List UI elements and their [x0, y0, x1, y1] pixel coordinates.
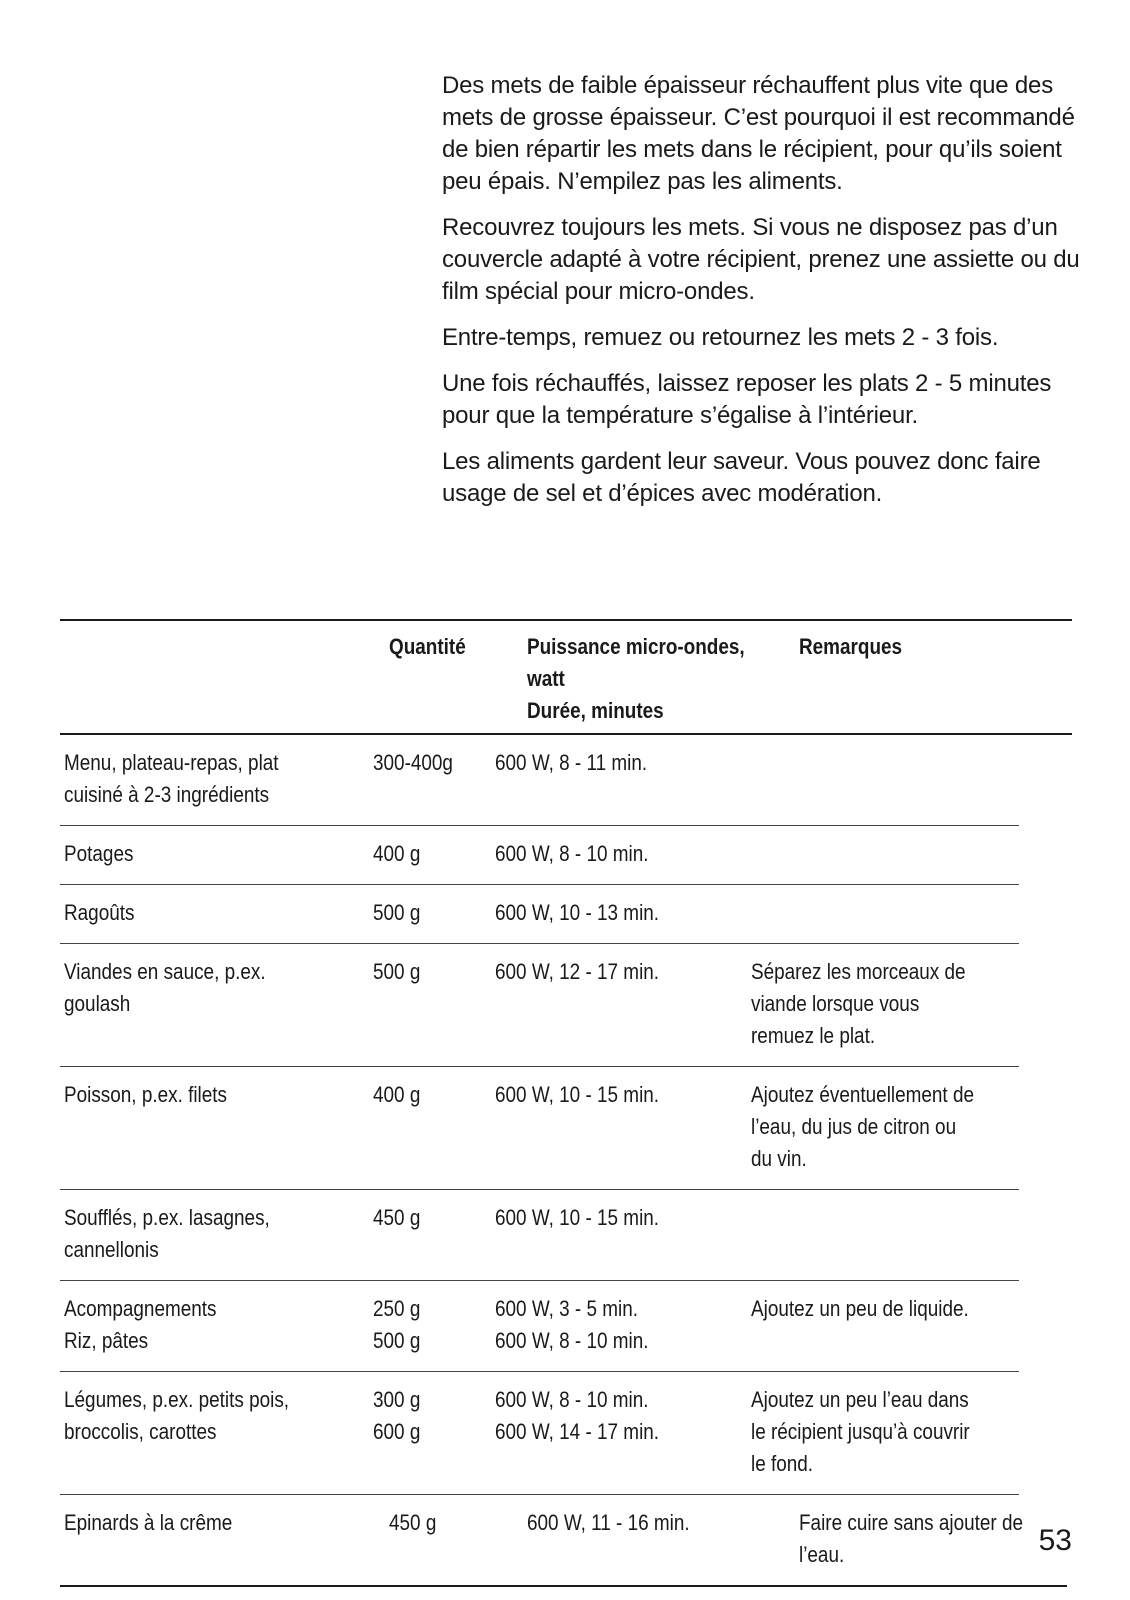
- intro-paragraph: Entre-temps, remuez ou retournez les mets 2 - 3 fois.: [442, 324, 999, 351]
- table-row: [60, 1372, 1072, 1495]
- cell-quantity-line: 450 g: [389, 1510, 437, 1535]
- empty-line: [751, 1202, 981, 1234]
- table-row: [60, 1495, 1072, 1587]
- intro-paragraph: Des mets de faible épaisseur réchauffent plus vite que des mets de grosse épaisseur. C’est pourquoi il est recommandé de bien répartir les mets dans le récipient, pour qu’ils soient peu épais. N’empilez pas les aliments.: [442, 72, 1075, 195]
- cell-quantity: [369, 944, 491, 1067]
- cell-remarks: [747, 1190, 1019, 1281]
- cell-power-line: 600 W, 8 - 10 min.: [495, 841, 649, 866]
- cell-remarks-line: le fond.: [751, 1451, 814, 1476]
- cell-power: [491, 1067, 747, 1190]
- cell-food-line: Riz, pâtes: [64, 1328, 149, 1353]
- cell-food-line: Viandes en sauce, p.ex.: [64, 959, 266, 984]
- cell-food-line: Menu, plateau-repas, plat: [64, 750, 279, 775]
- cell-quantity-line: 500 g: [373, 900, 421, 925]
- header-remarks: [795, 621, 1072, 733]
- cell-power-line: 600 W, 10 - 13 min.: [495, 900, 660, 925]
- cell-remarks-line: du vin.: [751, 1146, 807, 1171]
- header-quantity: [385, 621, 523, 733]
- cell-remarks-line: viande lorsque vous: [751, 991, 920, 1016]
- table-header-row: [60, 619, 1072, 735]
- cell-remarks: [747, 1067, 1019, 1190]
- table-row: [60, 885, 1072, 944]
- table-row: [60, 1190, 1072, 1281]
- cell-food-line: Poisson, p.ex. filets: [64, 1082, 228, 1107]
- table-row: [60, 735, 1072, 826]
- cell-quantity-line: 300 g: [373, 1387, 421, 1412]
- intro-paragraph: Une fois réchauffés, laissez reposer les plats 2 - 5 minutes pour que la température s’égalise à l’intérieur.: [442, 370, 1052, 429]
- cell-remarks-line: le récipient jusqu’à couvrir: [751, 1419, 970, 1444]
- cell-power-line: 600 W, 10 - 15 min.: [495, 1205, 660, 1230]
- header-power: [523, 621, 795, 733]
- cell-remarks: [747, 885, 1019, 944]
- cell-remarks: [747, 1281, 1019, 1372]
- page-number: 53: [1038, 1524, 1072, 1557]
- cell-food: [60, 1372, 369, 1495]
- cell-food-line: Légumes, p.ex. petits pois,: [64, 1387, 290, 1412]
- cell-power: [491, 735, 747, 826]
- cell-food-line: cannellonis: [64, 1237, 159, 1262]
- cell-quantity: [369, 1281, 491, 1372]
- cell-food: [60, 1067, 369, 1190]
- cell-quantity: [369, 1190, 491, 1281]
- cell-power-line: 600 W, 10 - 15 min.: [495, 1082, 660, 1107]
- cell-quantity: [369, 735, 491, 826]
- cell-food-line: Epinards à la crême: [64, 1510, 233, 1535]
- cell-power-line: 600 W, 8 - 10 min.: [495, 1387, 649, 1412]
- cell-quantity-line: 500 g: [373, 959, 421, 984]
- cell-remarks: [747, 735, 1019, 826]
- cell-power-line: 600 W, 8 - 10 min.: [495, 1328, 649, 1353]
- cell-food-line: Soufflés, p.ex. lasagnes,: [64, 1205, 270, 1230]
- header-power-unit: watt: [527, 666, 565, 691]
- cell-food: [60, 826, 369, 885]
- table-body: [60, 735, 1072, 1587]
- cell-remarks-line: l’eau.: [799, 1542, 845, 1567]
- cell-remarks-line: Ajoutez un peu de liquide.: [751, 1296, 969, 1321]
- cell-food: [60, 1281, 369, 1372]
- cell-power-line: 600 W, 3 - 5 min.: [495, 1296, 639, 1321]
- cell-quantity-line: 600 g: [373, 1419, 421, 1444]
- cell-food-line: Potages: [64, 841, 134, 866]
- empty-line: [751, 897, 981, 929]
- empty-line: [751, 747, 981, 779]
- cell-food: [60, 1495, 385, 1587]
- cell-quantity-line: 250 g: [373, 1296, 421, 1321]
- cell-food: [60, 1190, 369, 1281]
- cell-remarks-line: Ajoutez éventuellement de: [751, 1082, 974, 1107]
- header-remarks-label: Remarques: [799, 634, 903, 659]
- cell-food-line: cuisiné à 2-3 ingrédients: [64, 782, 270, 807]
- cell-remarks-line: Faire cuire sans ajouter de: [799, 1510, 1024, 1535]
- cell-quantity: [369, 1067, 491, 1190]
- cell-remarks: [747, 944, 1019, 1067]
- table-row: [60, 944, 1072, 1067]
- cell-power: [491, 885, 747, 944]
- cell-power-line: 600 W, 8 - 11 min.: [495, 750, 648, 775]
- header-food: [60, 621, 385, 733]
- cell-quantity-line: 300-400g: [373, 750, 453, 775]
- cell-power: [491, 1190, 747, 1281]
- empty-line: [751, 838, 981, 870]
- cell-quantity: [385, 1495, 523, 1587]
- cell-food-line: Acompagnements: [64, 1296, 217, 1321]
- cell-remarks-line: Ajoutez un peu l’eau dans: [751, 1387, 969, 1412]
- cell-food: [60, 735, 369, 826]
- cell-food: [60, 944, 369, 1067]
- reheating-table: [60, 619, 1072, 1587]
- header-duration-label: Durée, minutes: [527, 698, 664, 723]
- header-quantity-label: Quantité: [389, 634, 466, 659]
- cell-power: [491, 1281, 747, 1372]
- cell-remarks: [795, 1495, 1067, 1587]
- cell-power-line: 600 W, 11 - 16 min.: [527, 1510, 690, 1535]
- cell-power: [491, 944, 747, 1067]
- cell-power: [523, 1495, 795, 1587]
- cell-quantity: [369, 885, 491, 944]
- cell-food-line: goulash: [64, 991, 131, 1016]
- cell-power: [491, 1372, 747, 1495]
- cell-quantity-line: 450 g: [373, 1205, 421, 1230]
- cell-quantity-line: 400 g: [373, 1082, 421, 1107]
- cell-power: [491, 826, 747, 885]
- intro-paragraph: Les aliments gardent leur saveur. Vous pouvez donc faire usage de sel et d’épices avec modération.: [442, 448, 1041, 507]
- table-row: [60, 826, 1072, 885]
- cell-power-line: 600 W, 12 - 17 min.: [495, 959, 660, 984]
- cell-quantity-line: 400 g: [373, 841, 421, 866]
- cell-food: [60, 885, 369, 944]
- cell-remarks: [747, 1372, 1019, 1495]
- cell-remarks: [747, 826, 1019, 885]
- cell-remarks-line: l’eau, du jus de citron ou: [751, 1114, 957, 1139]
- table-row: [60, 1067, 1072, 1190]
- intro-text: [442, 70, 1082, 524]
- cell-remarks-line: remuez le plat.: [751, 1023, 876, 1048]
- cell-quantity-line: 500 g: [373, 1328, 421, 1353]
- cell-food-line: broccolis, carottes: [64, 1419, 217, 1444]
- table-row: [60, 1281, 1072, 1372]
- intro-paragraph: Recouvrez toujours les mets. Si vous ne disposez pas d’un couvercle adapté à votre récipient, prenez une assiette ou du film spécial pour micro-ondes.: [442, 214, 1080, 305]
- cell-power-line: 600 W, 14 - 17 min.: [495, 1419, 660, 1444]
- header-power-label: Puissance micro-ondes,: [527, 634, 745, 659]
- cell-food-line: Ragoûts: [64, 900, 135, 925]
- cell-quantity: [369, 826, 491, 885]
- cell-quantity: [369, 1372, 491, 1495]
- cell-remarks-line: Séparez les morceaux de: [751, 959, 966, 984]
